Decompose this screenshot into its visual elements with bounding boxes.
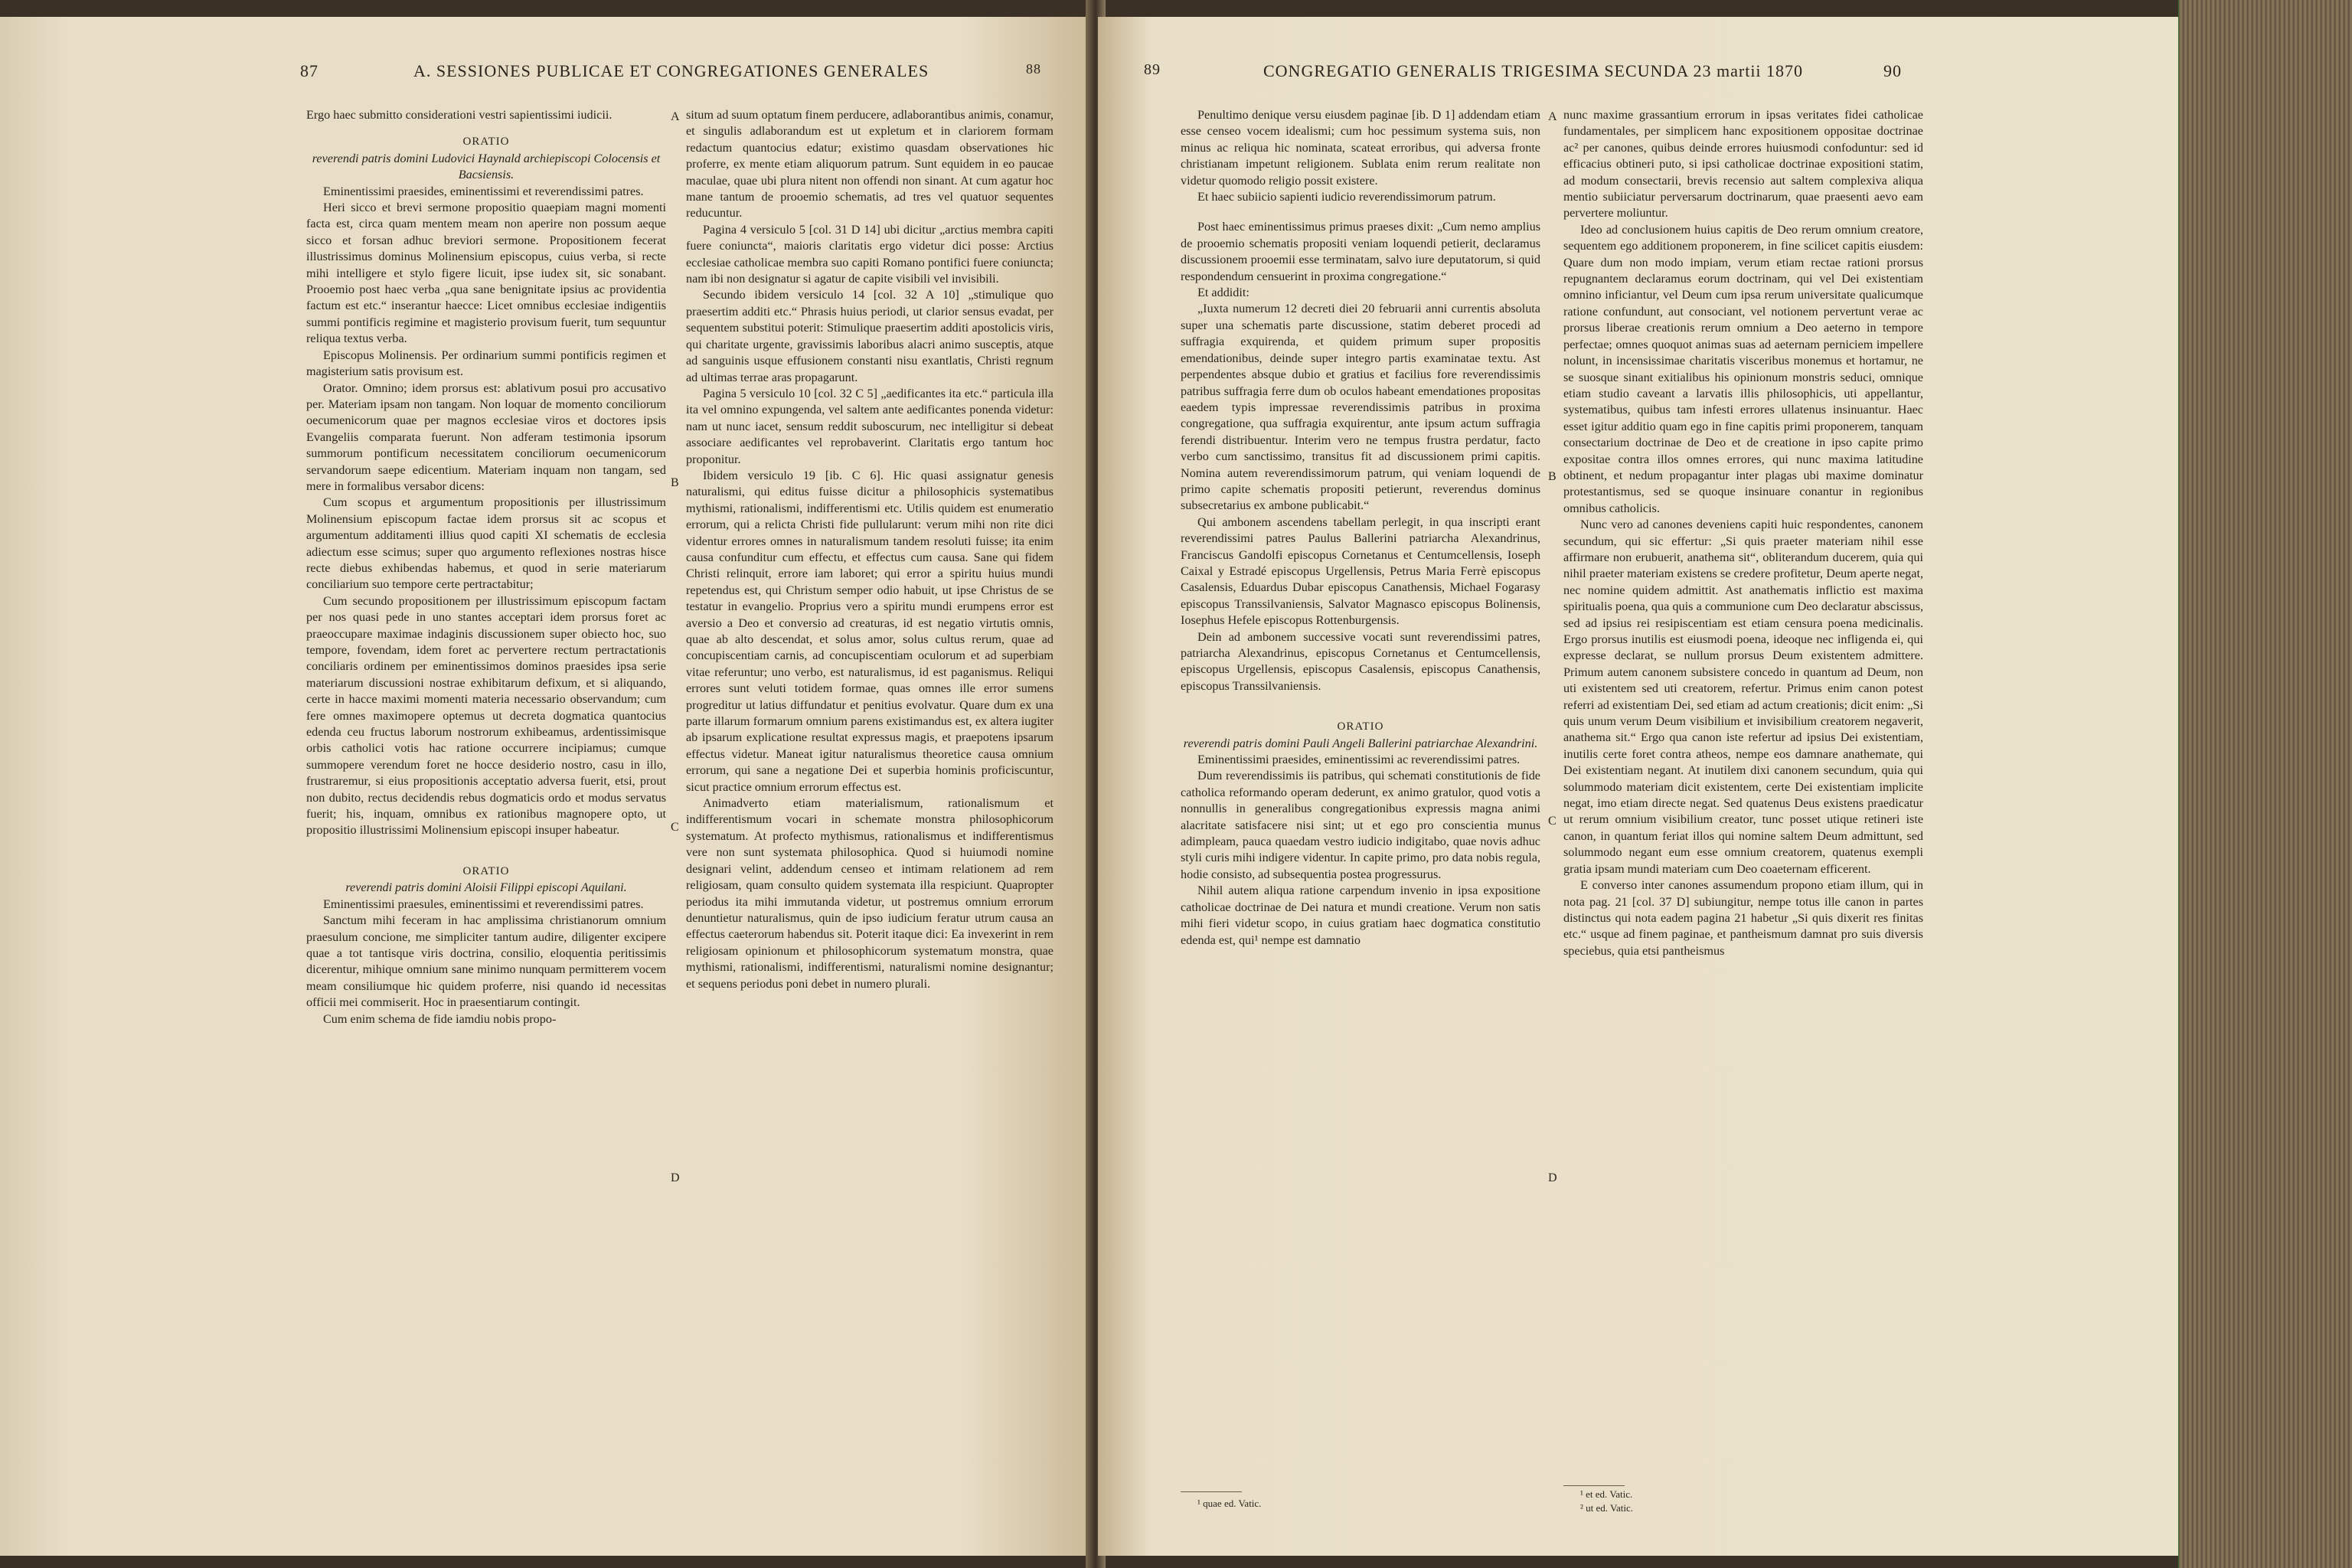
left-page [0, 17, 1093, 1556]
text-column [686, 107, 1054, 992]
paragraph: nunc maxime grassantium errorum in ipsas veritates fidei catholicae fundamentales, per simplicem hanc expositionem oppositae doctrinae ac² per canones, quibus deinde errores huiusmodi confoduntur: sed id efficacius obtineri puto, si ipsi catholicae doctrinae expositioni statim, ad modum consectarii, brevis recensio aut saltem complexiva aliqua mentio subiiciatur perversarum doctrinarum, quae praesenti aevo eam pervertere moliuntur. [1563, 108, 1923, 220]
paragraph: Cum enim schema de fide iamdiu nobis propo- [323, 1011, 557, 1026]
paragraph: Ibidem versiculo 19 [ib. C 6]. Hic quasi assignatur genesis naturalismi, qui editus fuisse dicitur a philosophicis systematibus mythismi, rationalismi, indifferentismi etc. Utilis quidem est enumeratio errorum, qui a relicta Christi fide pullularunt: verum mihi non rite dici videntur errores omnes in naturalismum tandem resoluti fuisse; ita enim causa confunditur cum effectu, et effectus cum causa. Sane qui fidem Christi relinquit, errore iam laboret; qui error a spiritu huius mundi repetendus est, qui Christum semper odio habuit, ut ipse Christus de se testatur in evangelio. Proprius vero a spiritu mundi erumpens error est aversio a Deo et conversio ad creaturas, id est negatio virtutis omnis, quae ab alto descendat, et solus amor, solus cultus rerum, quae ad concupiscentiam carnis, ad concupiscentiam oculorum et ad superbiam vitae referuntur; uno verbo, est naturalismus, id est paganismus. Reliqui errores sunt veluti totidem formae, quas omnes ille error sumens progreditur ut latius diffundatur et penitius evolvatur. Quare dum ex una parte illarum formarum omnium parens existimandus est, ex altera iugiter ab ipsarum explicatione resultat expressus magis, et praepotens ipsarum effectus videtur. Maneat igitur naturalismus theoretice causa omnium errorum, qui sane a negatione Dei et superbia hominis proficiscuntur, sicut practice omnium errorum effectus est. [686, 468, 1054, 794]
footnote-rule [1563, 1485, 1625, 1486]
paragraph: Cum scopus et argumentum propositionis per illustrissimum Molinensium episcopum factae idem prorsus sit ac scopus et argumentum additamenti illius quod capiti XI schematis de ecclesia adiectum esse scimus; super quo argumento reflexiones nostras hisce recte diebus exhibendas habemus, et quod in serie materiarum conciliarium suo tempore certe pertractabitur; [306, 495, 666, 592]
paragraph: Ergo haec submitto considerationi vestri sapientissimi iudicii. [306, 108, 612, 122]
section-heading: ORATIO [462, 136, 510, 149]
footnote: ¹ quae ed. Vatic. [1197, 1498, 1262, 1509]
paragraph: situm ad suum optatum finem perducere, adlaborantibus animis, conamur, et singulis adlaborandum est ut expletum et in clariorem formam redactum quantocius edatur; existimo quasdam observationes hic proferre, ex mente etiam aliquorum patrum. Sunt equidem in eo paucae maculae, quae ubi plura nitent non offendi non sinant. At cum agatur hoc mane tantum de prooemio schematis, ad tres vel quatuor sequentes reducuntur. [686, 108, 1054, 220]
book-page-edges [2179, 0, 2352, 1568]
section-subheading: reverendi patris domini Ludovici Haynald archiepiscopi Colocensis et Bacsiensis. [312, 151, 661, 182]
footnote: ¹ et ed. Vatic. [1580, 1488, 1633, 1500]
paragraph: Animadverto etiam materialismum, rationalismum et indifferentismum vocari in schemate monstra philosophicorum systematum. At profecto mythismus, rationalismus et indifferentismus vere non sunt systemata philosophica. Quod si huiumodi nomine designari velint, addendum censeo et intimam relationem ad rem religiosam, quam consulto quidem systemata illa respiciunt. Quapropter periodus ita mihi immutanda videtur, ut postremus omnium errorum denuntietur naturalismus, quin de ipso iudicium feratur utrum causa an effectus caeterorum habendus sit. Poterit itaque dici: Ea invexerint in rem religiosam opinionum et philosophicorum systematum monstra, quae mythismi, rationalismi, indifferentismi, naturalismi nomine designantur; et sequens periodus poni debet in numero plurali. [686, 796, 1054, 991]
paragraph: Episcopus Molinensis. Per ordinarium summi pontificis regimen et magisterium satis provisum est. [306, 348, 666, 379]
paragraph: Orator. Omnino; idem prorsus est: ablativum posui pro accusativo per. Materiam ipsam non tangam. Non loquar de momento conciliorum oecumenicorum quae per magnos ecclesiae viros et doctores ipsis Evangeliis comparata fuerunt. Non adferam testimonia ipsorum summorum pontificum necessitatem conciliorum oecumenicorum servandorum saepe edicentium. Materiam inquam non tangam, sed mere in formalibus versabor dicens: [306, 381, 666, 493]
section-heading: ORATIO [1337, 720, 1384, 733]
paragraph: Dein ad ambonem successive vocati sunt reverendissimi patres, patriarcha Alexandrinus, episcopus Cornetanus et Centumcellensis, episcopus Urgellensis, episcopus Casalensis, episcopus Canathensis, episcopus Transsilvaniensis. [1181, 629, 1540, 693]
paragraph: Eminentissimi praesides, eminentissimi ac reverendissimi patres. [1197, 753, 1521, 767]
margin-letter: C [1548, 815, 1557, 828]
margin-letter: A [671, 110, 680, 123]
paragraph: Penultimo denique versu eiusdem paginae [ib. D 1] addendam etiam esse censeo vocem idealismi; cum hoc pessimum systema suis, non minus ac reliqua hic nominata, scateat erroribus, qui adversa fronte christianam impetunt religionem. Sublata enim rerum realitate non videtur quomodo religio possit existere. [1181, 108, 1540, 188]
paragraph: Pagina 4 versiculo 5 [col. 31 D 14] ubi dicitur „arctius membra capiti fuere coniuncta“, maioris claritatis ergo videtur dici posse: Arctius ecclesiae catholicae membra suo capiti Romano pontifici fuere coniuncta; nam ibi non designatur si agatur de capite visibili vel invisibili. [686, 222, 1054, 286]
paragraph: „Iuxta numerum 12 decreti diei 20 februarii anni currentis absoluta super una schematis parte discussione, statim deberet procedi ad suffragia exquirenda, et quidem primum super propositis emendationibus, deinde super integro partis examinatae textu. Ast perpendentes absque dubio et gratius et facilius fore reverendissimis patribus suffragia ferre dum ob oculos habeant emendationes propositas eaedem typis impressae reverendissimis patribus in proxima congregatione, qua suffragia exquirentur, ante ipsum actum suffragia ferendi distribuentur. Interim vero ne tempus frustra perdatur, facto verbo cum sanctissimo, transitus fit ad discussionem primi capitis. Nomina autem reverendissimorum patrum, qui veniam loquendi de primo capite schematis propositi petierunt, reverendus dominus subsecretarius ex ambone publicabit.“ [1181, 302, 1540, 513]
margin-letter: D [671, 1171, 680, 1184]
paragraph: Et addidit: [1197, 286, 1250, 300]
margin-letter: B [671, 476, 679, 489]
paragraph: Ideo ad conclusionem huius capitis de Deo rerum omnium creatore, sequentem ego additionem proponerem, in fine scilicet capitis eiusdem: Quare dum non modo impiam, verum etiam rectae rationi prorsus repugnantem declaramus eorum doctrinam, qui vel Dei existentiam omnino inficiantur, vel Deum cum ipsa rerum universitate qualicumque ratione confundunt, aut consociant, vel notionem pervertunt verae ac prorsus liberae creationis rerum omnium a Deo aeterno in tempore perfectae; omnes quoquot animas suas ad aeternam perniciem impellere nolunt, in incensissimae charitatis visceribus monemus et hortamur, ne se suosque sinant exitialibus his opinionum monstris seduci, omnique etiam studio caveant a larvatis illis philosophicis, uti appellantur, systematibus, quibus tam infesti errores ullatenus insinuantur. Haec esset igitur additio quam ego in fine capitis primi proponerem, tanquam consectarium doctrinae de Deo et de creatione in ipso capite primo expositae contra illos omnes errores, qui nunc maxima latitudine obtinent, et nedum propagantur inter plagas ubi maxime dominatur protestantismus, sed se quoque insinuare conantur in regionibus omnibus catholicis. [1563, 222, 1923, 515]
section-heading: ORATIO [462, 864, 510, 877]
footnote: ² ut ed. Vatic. [1580, 1502, 1634, 1514]
paragraph: Nihil autem aliqua ratione carpendum invenio in ipsa expositione catholicae doctrinae de Dei natura et mundi creatione. Verum non satis mihi fieri videtur scopo, in cuius gratiam haec dogmatica constitutio edenda est, qui¹ nempe est damnatio [1181, 884, 1540, 947]
margin-letter: D [1548, 1171, 1557, 1184]
margin-letter: C [671, 821, 679, 834]
paragraph: Qui ambonem ascendens tabellam perlegit, in qua inscripti erant reverendissimi patres Paulus Ballerini patriarcha Alexandrinus, Franciscus Gandolfi episcopus Cornetanus et Centumcellensis, Ioseph Caixal y Estradé episcopus Urgellensis, Petrus Maria Ferrè episcopus Casalensis, Eduardus Dubar episcopus Canathensis, Michael Fogarasy episcopus Transsilvaniensis, Salvator Magnasco episcopus Bolinensis, Iosephus Hefele episcopus Rottenburgensis. [1181, 514, 1540, 628]
text-column [306, 107, 666, 1027]
page-number: 89 [1144, 61, 1161, 78]
paragraph: Eminentissimi praesules, eminentissimi et reverendissimi patres. [323, 897, 644, 911]
running-head: CONGREGATIO GENERALIS TRIGESIMA SECUNDA 23 martii 1870 [1263, 61, 1804, 80]
section-subheading: reverendi patris domini Pauli Angeli Ballerini patriarchae Alexandrini. [1183, 736, 1538, 750]
paragraph: Dum reverendissimis iis patribus, qui schemati constitutionis de fide catholica reformando operam dederunt, ex animo gratulor, quod votis a nonnullis in generalibus congregationibus expressis magna animi alacritate satisfacere nisi sint; ut et ego pro conscientia munus adimpleam, pauca quaedam vestro iudicio indigitabo, quae novis adhuc styli curis mihi indigere videntur. In capite primo, pro data nobis regula, hodie consisto, ad subsequentia postea progressurus. [1181, 769, 1540, 881]
paragraph: Post haec eminentissimus primus praeses dixit: „Cum nemo amplius de prooemio schematis propositi veniam loquendi petierit, declaramus discussionem prooemii esse terminatam, salvo iure deputatorum, si quid respondendum censuerint in proxima congregatione.“ [1181, 220, 1540, 283]
paragraph: Sanctum mihi feceram in hac amplissima christianorum omnium praesulum concione, me simpliciter tantum audire, diligenter excipere quae a tot tantisque viris doctrina, consilio, eloquentia peritissimis dicerentur, mihique omnium sane minimo nunquam permitterem vocem meam consiliumque hic quidem proferre, nisi quando id necessitas officii mei commiserit. Hoc in praesentiarum contingit. [306, 913, 666, 1010]
paragraph: Secundo ibidem versiculo 14 [col. 32 A 10] „stimulique quo praesertim additi etc.“ Phrasis huius periodi, ut clarior sensus evadat, per sequentem substitui poterit: Stimulique praesertim additi apostolicis viris, qui charitate urgente, gravissimis laboribus alacri animo susceptis, atque ad sanguinis usque effusionem constanti nisu exantlatis, Christi regnum ad ultimas terrae aras propagarunt. [686, 288, 1054, 384]
right-page [1098, 17, 2179, 1556]
text-column [1181, 107, 1540, 949]
page-number: 87 [300, 61, 318, 80]
margin-letter: B [1548, 470, 1557, 483]
paragraph: E converso inter canones assumendum propono etiam illum, qui in nota pag. 21 [col. 37 D] subiungitur, nempe totus ille canon in partes distinctus qui nota eadem pagina 21 habetur „Si quis dixerit res finitas etc.“ usque ad finem paginae, et pantheismum damnat pro suis diversis speciebus, quia etsi pantheismus [1563, 878, 1923, 958]
paragraph: Pagina 5 versiculo 10 [col. 32 C 5] „aedificantes ita etc.“ particula illa ita vel omnino expungenda, vel saltem ante aedificantes ponenda videtur: nam ut nunc iacet, sensum reddit suboscurum, nec intelligitur si debeat associare aedificantes vel reprobaverint. Claritatis ergo tantum hoc proponitur. [686, 386, 1054, 466]
paragraph: Et haec subiicio sapienti iudicio reverendissimorum patrum. [1197, 190, 1496, 204]
paragraph: Nunc vero ad canones deveniens capiti huic respondentes, canonem secundum, qui sic effertur: „Si quis praeter materiam nihil esse affirmare non erubuerit, anathema sit“, obliterandum ducerem, quia qui nihil praeter materiam existens se credere profitetur, Deum aperte negat, nec nomine quidem admittit. Ast anathematis inflictio est maxima spiritualis poena, qua quis a communione cum Deo declaratur abscissus, sed ad ipsius rei resipiscentiam est etiam censura poena medicinalis. Ergo prorsus inutilis est eiusmodi poena, ideoque nec infligenda ei, qui expresse declarat, se nullum prorsus Deum existentem admittere. Primum autem canonem subsistere concedo in quantum ad Deum, non uti existentem sed uti creatorem, refertur. Primus enim canon potest referri ad existentiam Dei, sed etiam ad actum creationis; dicit enim: „Si quis unum verum Deum visibilium et invisibilium creatorem negaverit, anathema sit.“ Ergo qua canon iste refertur ad ipsius Dei existentiam, inutilis certe foret contra atheos, nempe eos damnare anathemate, qui Dei existentiam negant. At inutilem dixi canonem secundum, quia qui solummodo materiam dicit existentem, certe Dei existentiam implicite negat, imo etiam directe negat. Sed quatenus Deus existens praedicatur ut rerum omnium visibilium creator, tunc posset utique retineri iste canon, in quantum feriat illos qui nomine saltem Deum admittunt, sed solummodo negant eum esse omnium creatorem, quatenus exempli gratia ipsam mundi materiam cum Deo coaeternam efficerent. [1563, 518, 1923, 876]
running-head: A. SESSIONES PUBLICAE ET CONGREGATIONES GENERALES [413, 61, 929, 80]
page-number: 90 [1883, 61, 1902, 80]
paragraph: Cum secundo propositionem per illustrissimum episcopum factam per nos quasi pede in uno stantes acceptari idem prorsus foret ac praeoccupare maximae indaginis discussionem super obiecto hoc, suo tempore, fovendam, idem foret ac pervertere rectum pertractationis conciliaris ordinem per eminentissimos dominos praesides ipsa serie materiarum discussioni nostrae exhibitarum defixum, et si aliquando, certe in hacce maximi momenti materia necessario observandum; cum fere omnes maximopere optemus ut decreta dogmatica quantocius edenda ceu fructus laborum nostrorum exhibeamus, ardentissimisque orbis catholici votis hac ratione occurrere incipiamus; cumque summopere verendum foret ne hocce desiderio nostro, casu in illo, frustraremur, si eius propositionis acceptatio adversa fuerit, etsi, prout non dubito, rectus decidendis rebus dogmaticis ordo et modus servatus fuerit; his, inquam, omnibus ex rationibus magnopere opto, ut propositio illustrissimi Molinensium episcopi insuper habeatur. [306, 593, 666, 838]
paragraph: Eminentissimi praesides, eminentissimi et reverendissimi patres. [323, 184, 644, 198]
margin-letter: A [1548, 110, 1557, 123]
paragraph: Heri sicco et brevi sermone propositio quaepiam magni momenti facta est, circa quam mentem meam non aperire non possum aeque sicco et forsan adhuc breviori sermone. Propositionem fecerat illustrissimus dominus Molinensium episcopus, cuius verba, si recte mihi intelligere et stylo figere licuit, ipse iudex sit, sic sonabant. Prooemio post haec verba „qua sane benignitate ipsius ac providentia factum est etc.“ inserantur haecce: Licet omnibus ecclesiae indigentiis summi pontificis regimine et magisterio provisum fuerit, tum sequuntur reliqua textus verba. [306, 201, 666, 346]
footnote-rule [1181, 1491, 1242, 1492]
text-column [1563, 107, 1923, 959]
section-subheading: reverendi patris domini Aloisii Filippi episcopi Aquilani. [345, 880, 627, 895]
page-number: 88 [1026, 61, 1041, 77]
